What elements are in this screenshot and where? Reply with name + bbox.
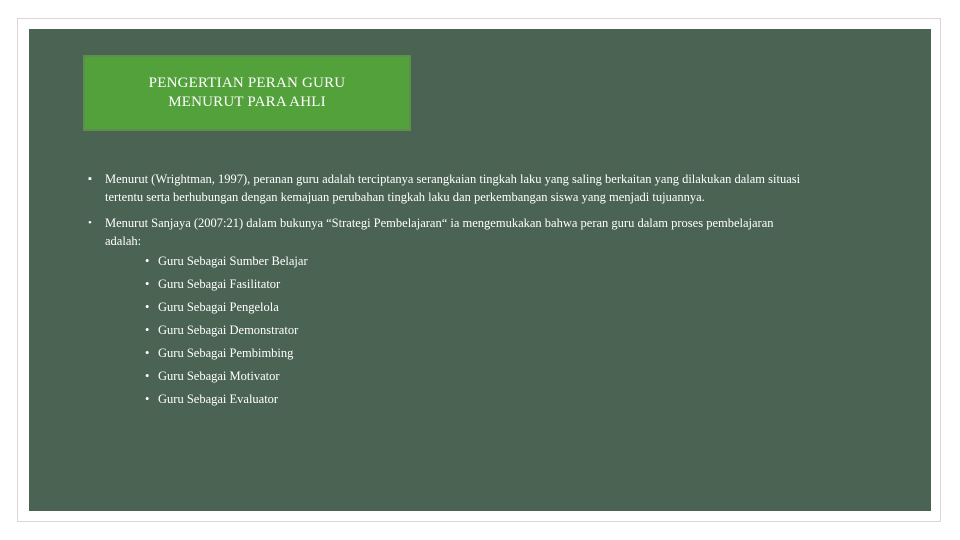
round-bullet-icon: • — [88, 217, 92, 229]
slide-content — [87, 171, 807, 423]
slide-title-line-2: MENURUT PARA AHLI — [168, 94, 326, 110]
list-item-text: Guru Sebagai Pengelola — [158, 300, 279, 314]
list-item — [145, 391, 807, 414]
list-item — [145, 345, 807, 368]
bullet-icon: • — [145, 277, 150, 291]
list-item — [145, 253, 807, 276]
list-item — [145, 299, 807, 322]
bullet-icon: • — [145, 323, 150, 337]
bullet-icon: • — [145, 346, 150, 360]
list-item-text: Guru Sebagai Motivator — [158, 369, 280, 383]
list-item-text: Guru Sebagai Demonstrator — [158, 323, 299, 337]
list-item — [145, 368, 807, 391]
bullet-icon: • — [145, 392, 150, 406]
list-item-text: Guru Sebagai Evaluator — [158, 392, 279, 406]
paragraph-sanjaya — [87, 215, 807, 414]
list-item-text: Guru Sebagai Sumber Belajar — [158, 254, 308, 268]
list-item — [145, 276, 807, 299]
slide-title-line-1: PENGERTIAN PERAN GURU — [148, 75, 346, 91]
teacher-roles-list — [105, 253, 807, 414]
bullet-icon: • — [145, 369, 150, 383]
paragraph-text: Menurut (Wrightman, 1997), peranan guru adalah terciptanya serangkaian tingkah laku yang saling berkaitan yang dilakukan dalam situasi tertentu serta berhubungan dengan kemajuan perubahan tingkah laku dan perkembangan siswa yang menjadi tujuannya. — [105, 172, 801, 204]
bullet-icon: • — [145, 254, 150, 268]
paragraph-wrightman — [87, 171, 807, 206]
bullet-icon: • — [145, 300, 150, 314]
square-bullet-icon: ▪ — [88, 173, 92, 185]
list-item-text: Guru Sebagai Pembimbing — [158, 346, 294, 360]
list-item — [145, 322, 807, 345]
slide-title-box — [83, 55, 411, 131]
list-item-text: Guru Sebagai Fasilitator — [158, 277, 281, 291]
paragraph-text: Menurut Sanjaya (2007:21) dalam bukunya “Strategi Pembelajaran“ ia mengemukakan bahwa peran guru dalam proses pembelajaran adalah: — [105, 216, 774, 248]
slide — [29, 29, 931, 511]
